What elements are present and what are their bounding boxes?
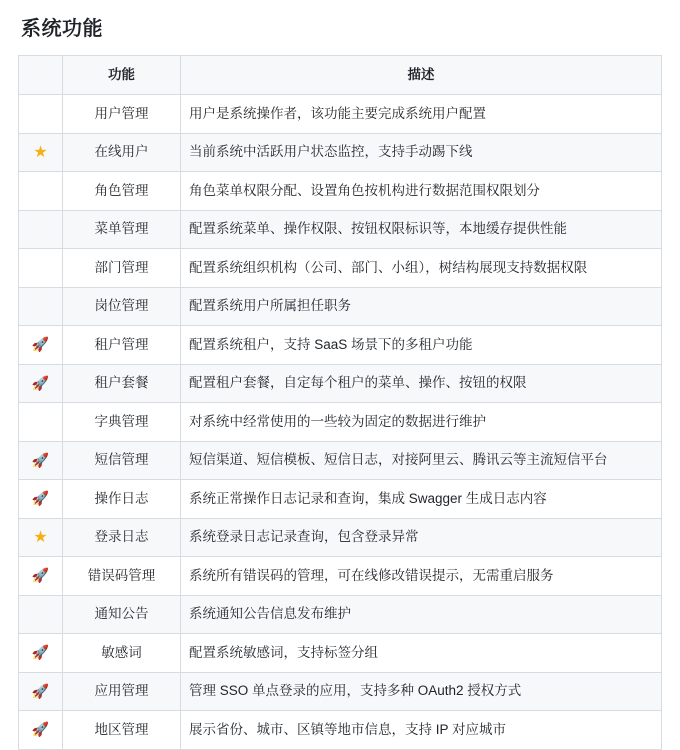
star-icon-cell [19, 518, 63, 557]
empty-icon-cell [19, 287, 63, 326]
feature-name-cell: 登录日志 [63, 518, 181, 557]
empty-icon [40, 104, 41, 118]
table-row [19, 210, 662, 249]
table-row [19, 480, 662, 519]
feature-name-cell: 租户套餐 [63, 364, 181, 403]
rocket-icon: 🚀 [31, 567, 50, 583]
table-row [19, 172, 662, 211]
feature-description-cell: 用户是系统操作者，该功能主要完成系统用户配置 [181, 95, 662, 134]
rocket-icon-cell [19, 557, 63, 596]
rocket-icon-cell [19, 480, 63, 519]
feature-description-cell: 系统正常操作日志记录和查询，集成 Swagger 生成日志内容 [181, 480, 662, 519]
column-header-description: 描述 [181, 56, 662, 95]
table-row [19, 595, 662, 634]
table-header-row [19, 56, 662, 95]
table-row [19, 403, 662, 442]
rocket-icon: 🚀 [31, 374, 50, 391]
feature-description-cell: 配置系统菜单、操作权限、按钮权限标识等，本地缓存提供性能 [181, 210, 662, 249]
star-icon-cell [19, 133, 63, 172]
rocket-icon-cell [19, 441, 63, 480]
table-row [19, 326, 662, 365]
feature-description-cell: 管理 SSO 单点登录的应用，支持多种 OAuth2 授权方式 [181, 672, 662, 711]
feature-description-cell: 系统登录日志记录查询，包含登录异常 [181, 518, 662, 557]
table-row [19, 518, 662, 557]
empty-icon-cell [19, 403, 63, 442]
feature-description-cell: 当前系统中活跃用户状态监控，支持手动踢下线 [181, 133, 662, 172]
feature-name-cell: 字典管理 [63, 403, 181, 442]
table-row [19, 441, 662, 480]
system-features-table [18, 55, 662, 750]
empty-icon [40, 181, 41, 195]
feature-name-cell: 角色管理 [63, 172, 181, 211]
feature-description-cell: 配置系统组织机构（公司、部门、小组），树结构展现支持数据权限 [181, 249, 662, 288]
rocket-icon: 🚀 [31, 490, 50, 506]
feature-description-cell: 对系统中经常使用的一些较为固定的数据进行维护 [181, 403, 662, 442]
rocket-icon: 🚀 [31, 721, 50, 737]
feature-name-cell: 部门管理 [63, 249, 181, 288]
table-row [19, 133, 662, 172]
column-header-icon [19, 56, 63, 95]
feature-name-cell: 菜单管理 [63, 210, 181, 249]
table-body [19, 95, 662, 750]
feature-name-cell: 错误码管理 [63, 557, 181, 596]
rocket-icon-cell [19, 711, 63, 750]
empty-icon [40, 220, 41, 234]
feature-description-cell: 系统所有错误码的管理，可在线修改错误提示，无需重启服务 [181, 557, 662, 596]
feature-description-cell: 展示省份、城市、区镇等地市信息，支持 IP 对应城市 [181, 711, 662, 750]
feature-name-cell: 通知公告 [63, 595, 181, 634]
rocket-icon: 🚀 [31, 682, 50, 699]
feature-name-cell: 短信管理 [63, 441, 181, 480]
table-row [19, 287, 662, 326]
table-head [19, 56, 662, 95]
table-row [19, 634, 662, 673]
feature-name-cell: 应用管理 [63, 672, 181, 711]
feature-description-cell: 角色菜单权限分配、设置角色按机构进行数据范围权限划分 [181, 172, 662, 211]
empty-icon-cell [19, 95, 63, 134]
rocket-icon-cell [19, 326, 63, 365]
table-row [19, 95, 662, 134]
rocket-icon-cell [19, 672, 63, 711]
star-icon: ★ [33, 143, 48, 161]
empty-icon [40, 412, 41, 426]
feature-name-cell: 敏感词 [63, 634, 181, 673]
empty-icon-cell [19, 595, 63, 634]
feature-description-cell: 配置系统敏感词，支持标签分组 [181, 634, 662, 673]
rocket-icon-cell [19, 364, 63, 403]
feature-name-cell: 用户管理 [63, 95, 181, 134]
empty-icon-cell [19, 249, 63, 288]
table-row [19, 672, 662, 711]
table-row [19, 364, 662, 403]
rocket-icon: 🚀 [31, 451, 50, 468]
feature-description-cell: 短信渠道、短信模板、短信日志，对接阿里云、腾讯云等主流短信平台 [181, 441, 662, 480]
table-row [19, 249, 662, 288]
column-header-feature: 功能 [63, 56, 181, 95]
feature-name-cell: 在线用户 [63, 133, 181, 172]
table-row [19, 557, 662, 596]
rocket-icon-cell [19, 634, 63, 673]
empty-icon [40, 605, 41, 619]
feature-name-cell: 租户管理 [63, 326, 181, 365]
feature-description-cell: 配置系统租户，支持 SaaS 场景下的多租户功能 [181, 326, 662, 365]
feature-description-cell: 配置系统用户所属担任职务 [181, 287, 662, 326]
rocket-icon: 🚀 [31, 644, 50, 660]
empty-icon [40, 258, 41, 272]
feature-name-cell: 地区管理 [63, 711, 181, 750]
empty-icon-cell [19, 172, 63, 211]
feature-name-cell: 操作日志 [63, 480, 181, 519]
feature-description-cell: 配置租户套餐，自定每个租户的菜单、操作、按钮的权限 [181, 364, 662, 403]
empty-icon-cell [19, 210, 63, 249]
feature-description-cell: 系统通知公告信息发布维护 [181, 595, 662, 634]
feature-name-cell: 岗位管理 [63, 287, 181, 326]
star-icon: ★ [33, 528, 48, 546]
empty-icon [40, 297, 41, 311]
rocket-icon: 🚀 [31, 336, 50, 352]
document-page [0, 12, 680, 750]
page-title: 系统功能 [21, 18, 103, 40]
table-row [19, 711, 662, 750]
